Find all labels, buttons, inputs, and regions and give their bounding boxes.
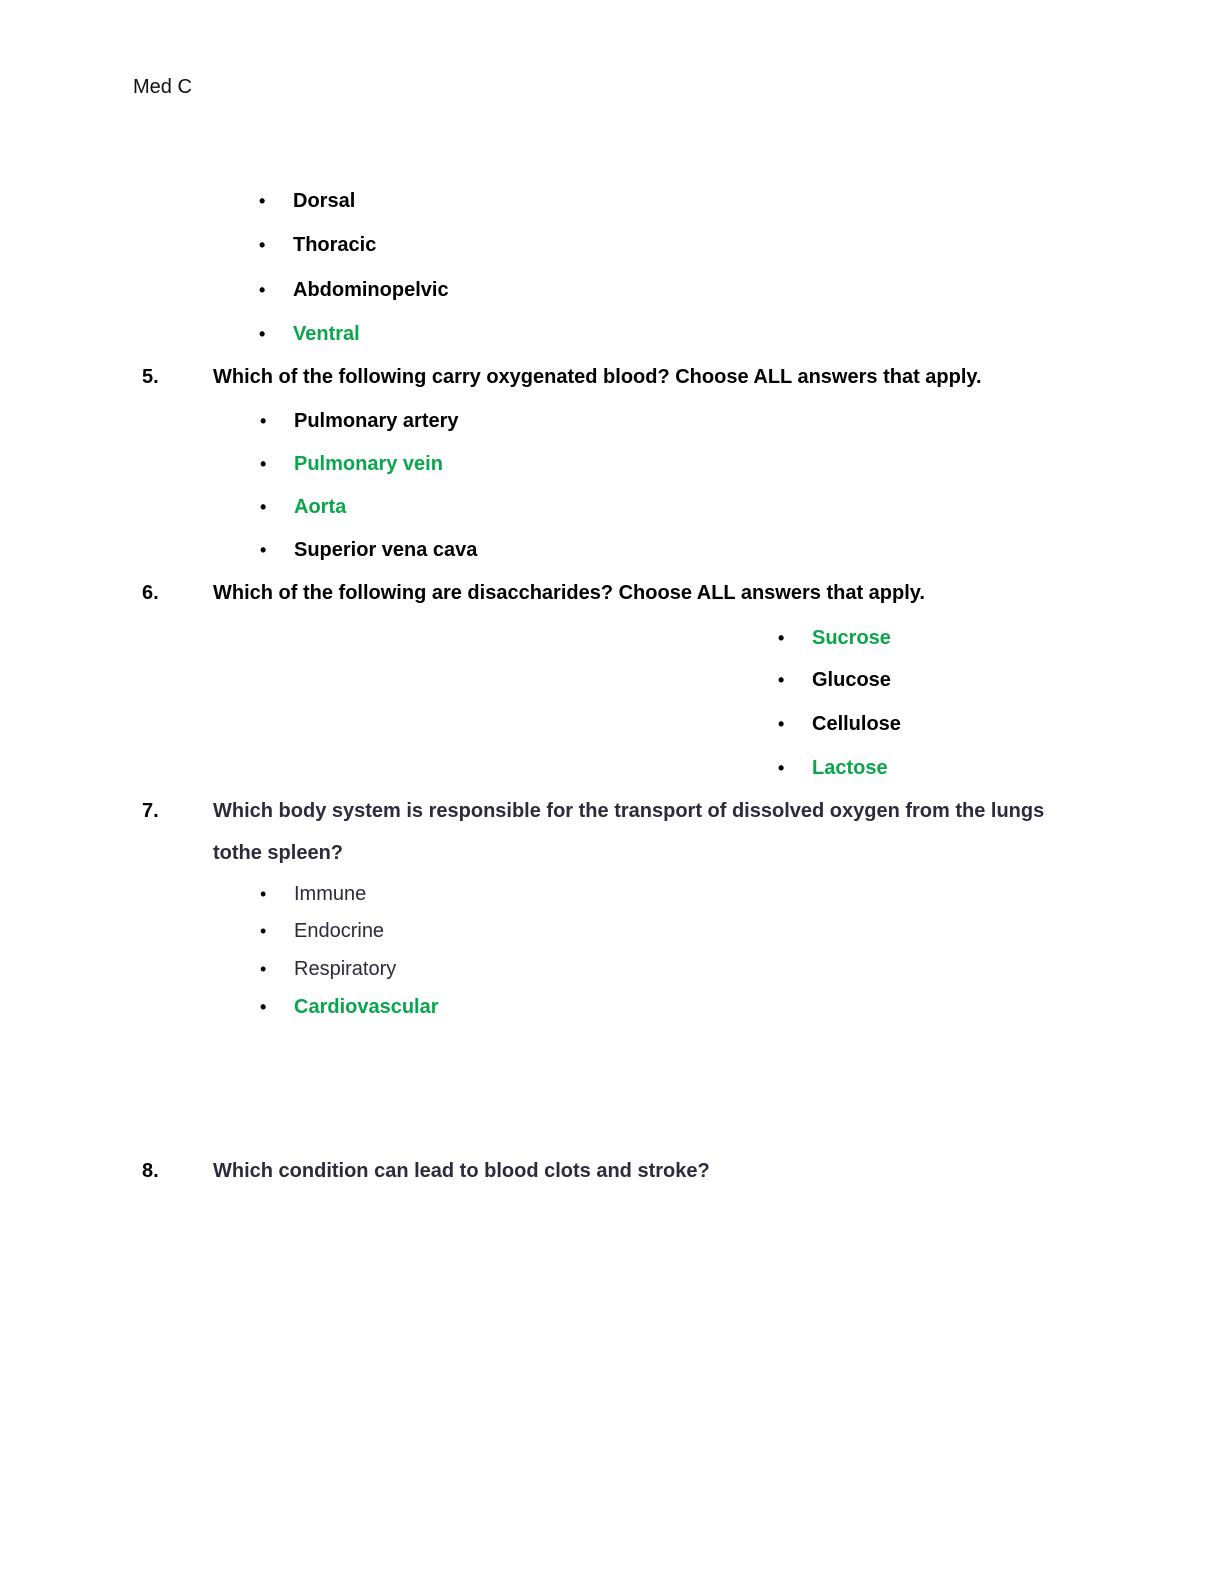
bullet-icon: •: [260, 997, 267, 1017]
bullet-icon: •: [778, 628, 785, 648]
question-5-number: 5.: [142, 366, 159, 388]
bullet-icon: •: [260, 959, 267, 979]
option-label-correct: Lactose: [812, 757, 888, 779]
option-label: Endocrine: [294, 920, 385, 942]
bullet-icon: •: [260, 921, 267, 941]
option-label: Immune: [294, 883, 367, 905]
option-label-correct: Aorta: [294, 496, 347, 518]
option-label: Pulmonary artery: [294, 410, 459, 432]
bullet-icon: •: [259, 280, 266, 300]
option-label: Dorsal: [293, 190, 356, 212]
question-8-number: 8.: [142, 1160, 159, 1182]
question-7-text-line-1: Which body system is responsible for the transport of dissolved oxygen from the lungs: [213, 800, 1045, 822]
bullet-icon: •: [259, 324, 266, 344]
option-label: Thoracic: [293, 234, 377, 256]
option-label-correct: Sucrose: [812, 627, 891, 649]
bullet-icon: •: [260, 411, 267, 431]
bullet-icon: •: [778, 714, 785, 734]
bullet-icon: •: [260, 884, 267, 904]
bullet-icon: •: [260, 454, 267, 474]
bullet-icon: •: [260, 540, 267, 560]
question-5-text: Which of the following carry oxygenated blood? Choose ALL answers that apply.: [213, 366, 982, 388]
bullet-icon: •: [259, 235, 266, 255]
option-label: Abdominopelvic: [293, 279, 449, 301]
option-label-correct: Cardiovascular: [294, 996, 439, 1018]
option-label-correct: Ventral: [293, 323, 360, 345]
bullet-icon: •: [260, 497, 267, 517]
option-label: Cellulose: [812, 713, 901, 735]
question-7-number: 7.: [142, 800, 159, 822]
question-8-text: Which condition can lead to blood clots and stroke?: [213, 1160, 710, 1182]
bullet-icon: •: [259, 191, 266, 211]
bullet-icon: •: [778, 670, 785, 690]
option-label: Superior vena cava: [294, 539, 478, 561]
option-label: Glucose: [812, 669, 891, 691]
option-label-correct: Pulmonary vein: [294, 453, 443, 475]
question-7-text-line-2: tothe spleen?: [213, 842, 344, 864]
question-6-text: Which of the following are disaccharides? Choose ALL answers that apply.: [213, 582, 925, 604]
bullet-icon: •: [778, 758, 785, 778]
question-6-number: 6.: [142, 582, 159, 604]
page-header: Med C: [133, 76, 192, 98]
option-label: Respiratory: [294, 958, 397, 980]
